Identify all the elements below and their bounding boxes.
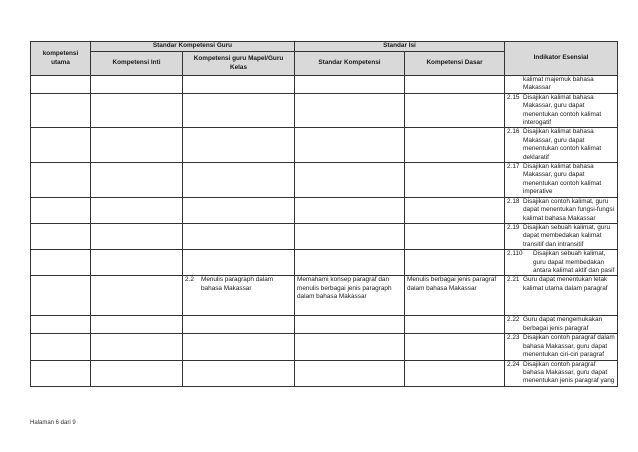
indicator-text: Disajikan kalimat bahasa Makassar, guru dapat menentukan contoh kalimat imperative xyxy=(523,163,602,196)
page-footer: Halaman 6 dari 9 xyxy=(30,420,76,426)
indicator-cell xyxy=(505,250,618,276)
table-row xyxy=(31,360,618,386)
indicator-text: Disajikan sebuah kalimat, guru dapat membedakan antara kalimat aktif dan pasif xyxy=(533,250,615,274)
header-standar-kompetensi: Standar Kompetensi xyxy=(295,52,405,76)
header-standar-isi: Standar Isi xyxy=(295,42,505,52)
indicator-number: 2.19 xyxy=(507,223,520,231)
header-kompetensi-inti: Kompetensi Inti xyxy=(91,52,183,76)
table-row xyxy=(31,316,618,334)
indicator-cell xyxy=(505,76,618,94)
header-standar-kompetensi-guru: Standar Kompetensi Guru xyxy=(91,42,295,52)
indicator-text: Guru dapat mengemukakan berbagai jenis paragraf xyxy=(523,316,603,332)
kompetensi-guru-cell xyxy=(183,276,295,316)
indicator-text: Disajikan kalimat bahasa Makassar, guru dapat menentukan contoh kalimat interogatif xyxy=(523,93,602,127)
indicator-number: 2.16 xyxy=(507,128,520,136)
indicator-text: Disajikan contoh kalimat, guru dapat menentukan fungsi-fungsi kalimat bahasa Makassar xyxy=(523,197,614,222)
table-row xyxy=(31,93,618,128)
indicator-cell xyxy=(505,334,618,360)
indicator-number: 2.17 xyxy=(507,163,520,171)
indicator-number: 2.22 xyxy=(507,316,520,324)
table-row xyxy=(31,250,618,276)
kompetensi-number: 2.2 xyxy=(185,276,194,284)
indicator-text: Guru dapat menentukan letak kalimat utama dalam paragraf xyxy=(523,276,608,292)
indicator-text: Disajikan contoh paragraf dalam bahasa Makassar, guru dapat menentukan ciri-ciri paragraf xyxy=(523,334,615,359)
header-indikator-esensial: Indikator Esensial xyxy=(505,42,618,76)
indicator-cell xyxy=(505,93,618,128)
indicator-cell xyxy=(505,128,618,163)
table-row xyxy=(31,76,618,94)
indicator-number: 2.24 xyxy=(507,360,520,368)
indicator-number: 2.15 xyxy=(507,93,520,101)
table-row xyxy=(31,276,618,316)
table-row xyxy=(31,128,618,163)
header-kompetensi-utama: kompetensi utama xyxy=(31,42,91,76)
kompetensi-dasar-cell: Menulis berbagai jenis paragraf dalam bahasa Makassar xyxy=(405,276,505,316)
kompetensi-text: Menulis paragraph dalam bahasa Makassar xyxy=(201,276,274,292)
indicator-text: Disajikan contoh paragraf bahasa Makassar, guru dapat menentukan jenis paragraf yang xyxy=(523,360,615,385)
table-row xyxy=(31,334,618,360)
table-row xyxy=(31,223,618,249)
indicator-cell xyxy=(505,223,618,249)
indicator-number: 2.23 xyxy=(507,334,520,342)
indicator-text: Disajikan kalimat bahasa Makassar, guru dapat menentukan contoh kalimat deklaratif xyxy=(523,128,602,161)
header-kompetensi-dasar: Kompetensi Dasar xyxy=(405,52,505,76)
table-row xyxy=(31,163,618,198)
indicator-cell xyxy=(505,163,618,198)
indicator-number: 2.110 xyxy=(507,250,523,258)
table-row xyxy=(31,197,618,223)
indicator-text: Disajikan sebuah kalimat, guru dapat membedakan kalimat transitif dan intransitif xyxy=(523,223,611,248)
indicator-text: kalimat majemuk bahasa Makassar xyxy=(523,76,594,92)
standar-kompetensi-cell: Memahami konsep paragraf dan menulis berbagai jenis paragraph dalam bahasa Makassar xyxy=(295,276,405,316)
indicator-number: 2.21 xyxy=(507,276,520,284)
indicator-cell xyxy=(505,360,618,386)
competency-table xyxy=(30,41,618,387)
indicator-number: 2.18 xyxy=(507,197,520,205)
indicator-cell xyxy=(505,316,618,334)
indicator-cell xyxy=(505,276,618,316)
indicator-cell xyxy=(505,197,618,223)
header-kompetensi-guru: Kompetensi guru Mapel/Guru Kelas xyxy=(183,52,295,76)
